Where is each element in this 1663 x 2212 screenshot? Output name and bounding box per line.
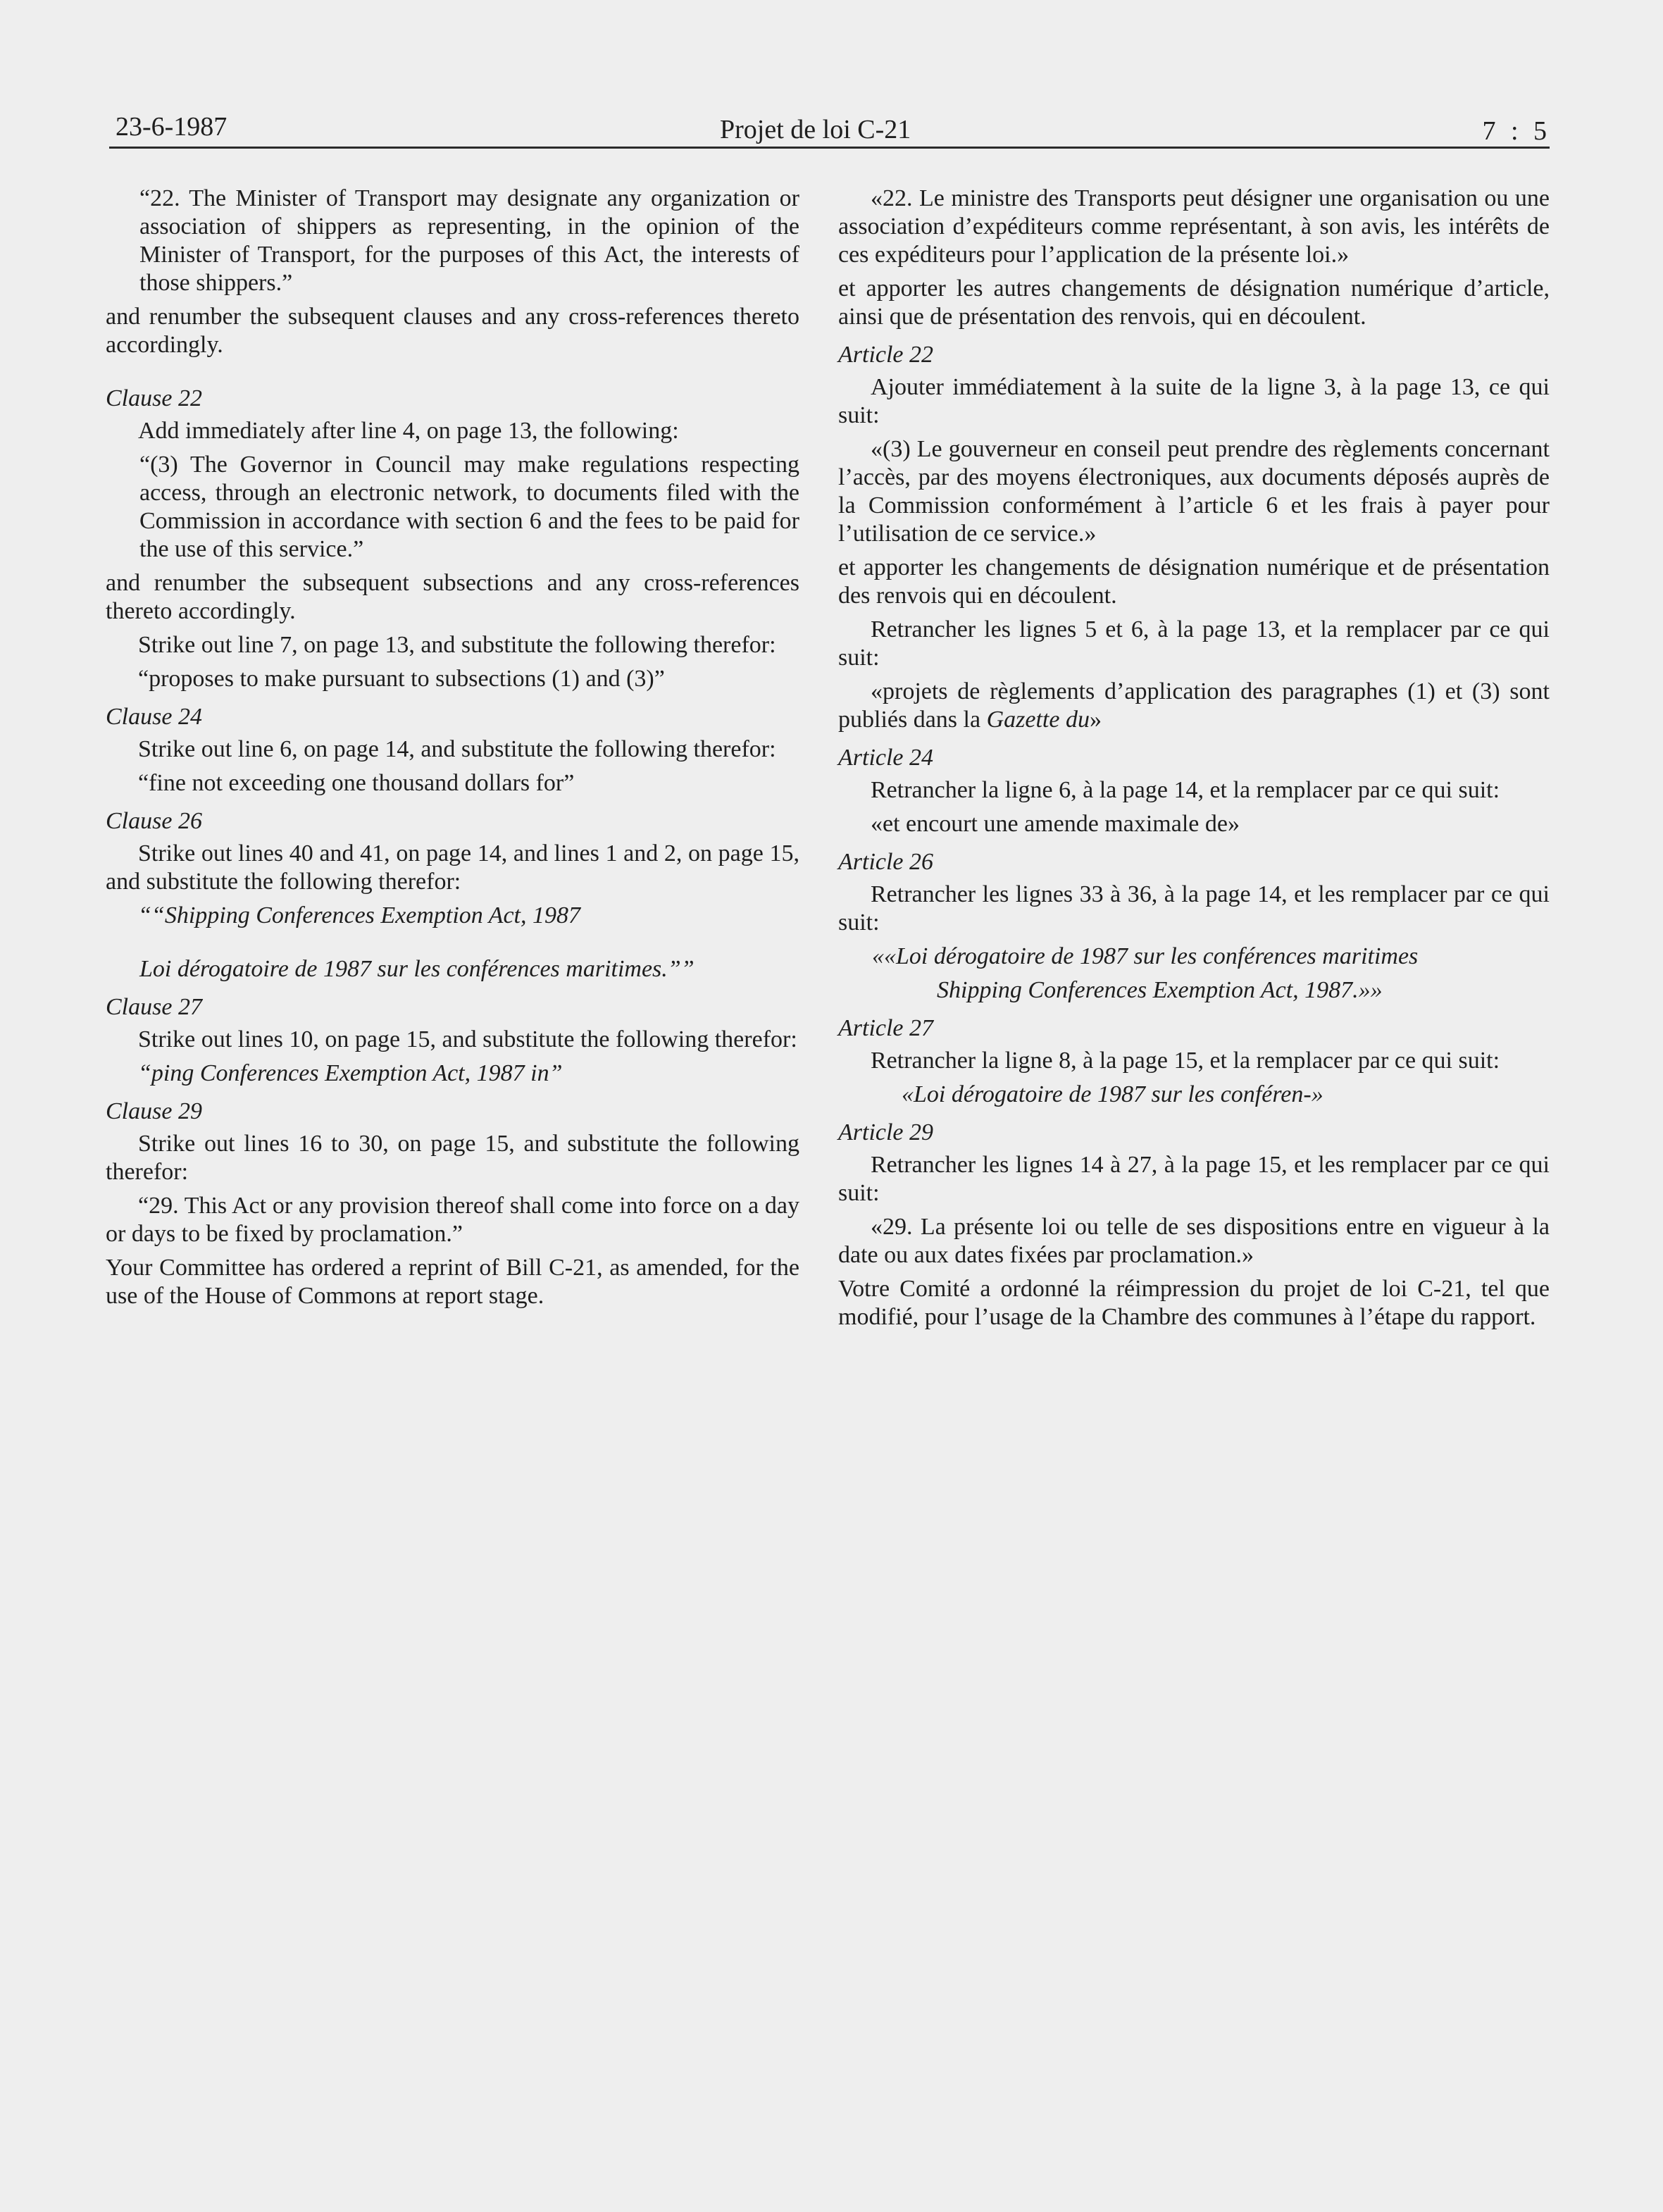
- header-title: Projet de loi C-21: [720, 115, 911, 144]
- header-page-number: 7 : 5: [1482, 116, 1551, 146]
- instruction: Strike out lines 10, on page 15, and substitute the following therefor:: [138, 1026, 797, 1052]
- instruction: Strike out lines 40 and 41, on page 14, and lines 1 and 2, on page 15, and substitute the following therefor:: [106, 840, 799, 895]
- header-rule: [109, 147, 1550, 149]
- renumber-note: and renumber the subsequent clauses and any cross-references thereto accordingly.: [106, 304, 799, 358]
- quoted-text: «(3) Le gouverneur en conseil peut prendre des règlements concernant l’accès, par des moyens électroniques, aux documents déposés auprès de la Commission conformément à l’article 6 et les frais à payer pour l’utilisation de ce service.»: [838, 436, 1550, 547]
- renumber-note: and renumber the subsequent subsections and any cross-references thereto accordingly.: [106, 570, 799, 624]
- quoted-text: Shipping Conferences Exemption Act, 1987.»»: [937, 977, 1383, 1003]
- article-heading: Article 26: [838, 849, 934, 875]
- french-column: [838, 185, 1550, 1337]
- instruction: Strike out lines 16 to 30, on page 15, and substitute the following therefor:: [106, 1131, 799, 1185]
- article-heading: Article 27: [838, 1015, 934, 1041]
- instruction: Ajouter immédiatement à la suite de la ligne 3, à la page 13, ce qui suit:: [838, 374, 1550, 428]
- instruction: Add immediately after line 4, on page 13, the following:: [138, 418, 679, 444]
- instruction: Retrancher les lignes 14 à 27, à la page 15, et les remplacer par ce qui suit:: [838, 1152, 1550, 1206]
- renumber-note: et apporter les changements de désignation numérique et de présentation des renvois qui en découlent.: [838, 554, 1550, 609]
- instruction: Retrancher les lignes 5 et 6, à la page 13, et la remplacer par ce qui suit:: [838, 616, 1550, 671]
- quoted-clause-22: “22. The Minister of Transport may designate any organization or association of shippers as representing, in the opinion of the Minister of Transport, for the purposes of this Act, the interests of those shippers.”: [139, 185, 799, 296]
- clause-heading: Clause 26: [106, 808, 202, 834]
- quoted-text: ««Loi dérogatoire de 1987 sur les conférences maritimes: [872, 943, 1419, 969]
- quoted-text-part: »: [1089, 707, 1102, 733]
- quoted-text: «et encourt une amende maximale de»: [871, 811, 1240, 837]
- quoted-text: “fine not exceeding one thousand dollars for”: [138, 770, 575, 796]
- reprint-note: Your Committee has ordered a reprint of Bill C-21, as amended, for the use of the House of Commons at report stage.: [106, 1255, 799, 1309]
- quoted-clause-22: «22. Le ministre des Transports peut désigner une organisation ou une association d’expéditeurs comme représentant, à son avis, les intérêts de ces expéditeurs pour l’application de la présente loi.»: [838, 185, 1550, 268]
- article-heading: Article 22: [838, 342, 934, 368]
- quoted-text: “(3) The Governor in Council may make regulations respecting access, through an electronic network, to documents filed with the Commission in accordance with section 6 and the fees to be paid for the use of this service.”: [139, 452, 799, 562]
- reprint-note: Votre Comité a ordonné la réimpression du projet de loi C-21, tel que modifié, pour l’usage de la Chambre des communes à l’étape du rapport.: [838, 1276, 1550, 1330]
- article-heading: Article 24: [838, 745, 934, 771]
- clause-heading: Clause 27: [106, 994, 202, 1020]
- header-date: 23-6-1987: [116, 112, 228, 142]
- instruction: Strike out line 6, on page 14, and substitute the following therefor:: [138, 736, 776, 762]
- quoted-text: ““Shipping Conferences Exemption Act, 1987: [138, 902, 580, 928]
- quoted-text: Loi dérogatoire de 1987 sur les conférences maritimes.””: [139, 956, 695, 982]
- instruction: Retrancher la ligne 6, à la page 14, et la remplacer par ce qui suit:: [871, 777, 1500, 803]
- instruction: Retrancher la ligne 8, à la page 15, et la remplacer par ce qui suit:: [871, 1048, 1500, 1074]
- quoted-text: “29. This Act or any provision thereof shall come into force on a day or days to be fixed by proclamation.”: [106, 1193, 799, 1247]
- clause-heading: Clause 24: [106, 704, 202, 730]
- quoted-text: [838, 678, 1550, 734]
- renumber-note: et apporter les autres changements de désignation numérique d’article, ainsi que de présentation des renvois, qui en découlent.: [838, 275, 1550, 330]
- clause-heading: Clause 29: [106, 1098, 202, 1124]
- instruction: Retrancher les lignes 33 à 36, à la page 14, et les remplacer par ce qui suit:: [838, 881, 1550, 936]
- article-heading: Article 29: [838, 1119, 934, 1145]
- english-column: [106, 185, 799, 1316]
- clause-heading: Clause 22: [106, 385, 202, 411]
- quoted-text: “proposes to make pursuant to subsections (1) and (3)”: [138, 666, 665, 692]
- quoted-text: «Loi dérogatoire de 1987 sur les conféren-»: [902, 1081, 1323, 1107]
- quoted-text: “ping Conferences Exemption Act, 1987 in”: [138, 1060, 563, 1086]
- quoted-text-italic: Gazette du: [986, 707, 1090, 733]
- quoted-text-part: «projets de règlements d’application des paragraphes (1) et (3) sont publiés dans la: [838, 678, 1550, 733]
- quoted-text: «29. La présente loi ou telle de ses dispositions entre en vigueur à la date ou aux dates fixées par proclamation.»: [838, 1214, 1550, 1268]
- instruction: Strike out line 7, on page 13, and substitute the following therefor:: [138, 632, 776, 658]
